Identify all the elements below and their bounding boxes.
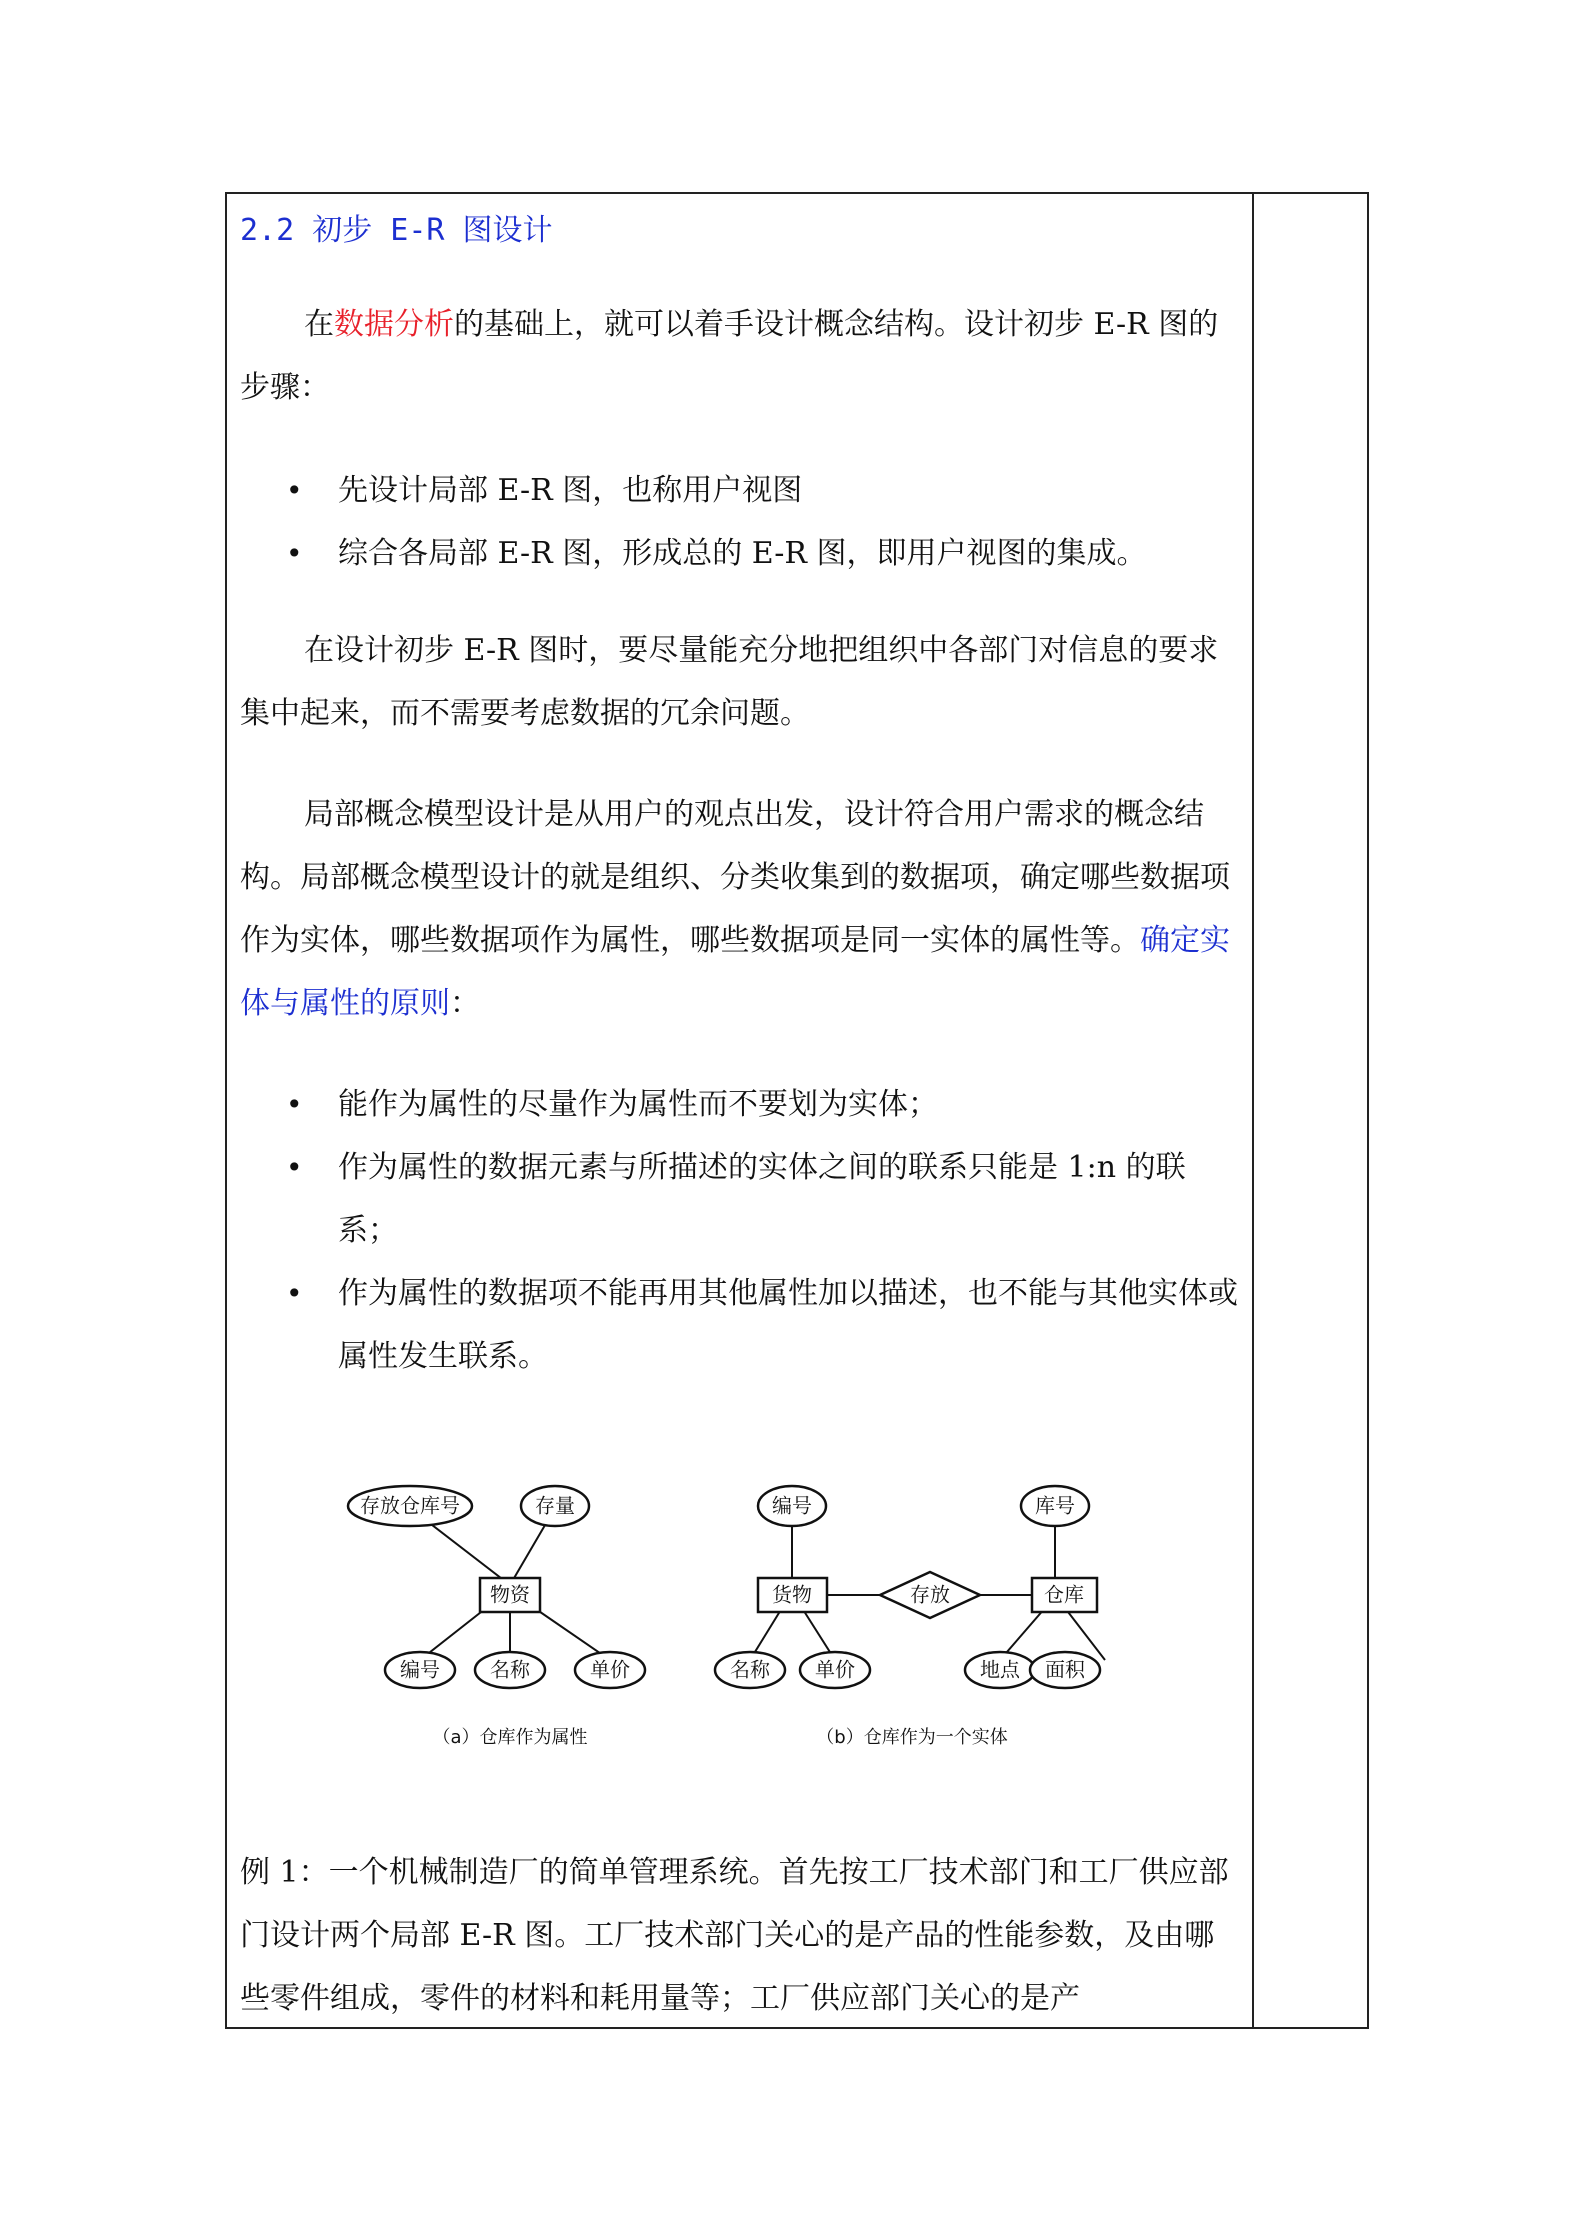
list-item: • 作为属性的数据项不能再用其他属性加以描述，也不能与其他实体或属性发生联系。: [240, 1262, 1238, 1388]
local-model-paragraph: [240, 783, 1238, 1035]
attr-label: 单价: [815, 1657, 855, 1682]
relationship-label: 存放: [910, 1582, 950, 1607]
list-item: • 能作为属性的尽量作为属性而不要划为实体；: [240, 1073, 1238, 1136]
principles-list: [240, 1073, 1238, 1388]
entity-label: 物资: [490, 1582, 530, 1607]
attr-label: 面积: [1045, 1657, 1085, 1682]
entity-label: 仓库: [1044, 1582, 1084, 1607]
entity-label: 货物: [772, 1582, 812, 1607]
attr-label: 单价: [590, 1657, 630, 1682]
local-model-text: 局部概念模型设计是从用户的观点出发，设计符合用户需求的概念结构。局部概念模型设计的就是组织、分类收集到的数据项，确定哪些数据项作为实体，哪些数据项作为属性，哪些数据项是同一实体的属性等。: [240, 797, 1230, 958]
intro-paragraph: [240, 293, 1238, 419]
principles-link[interactable]: 确定实体与属性的原则: [240, 923, 1230, 1021]
table-column-divider: [1252, 192, 1254, 2029]
section-heading: 2.2 初步 E-R 图设计: [240, 213, 553, 248]
list-item: • 作为属性的数据元素与所描述的实体之间的联系只能是 1:n 的联系；: [240, 1136, 1238, 1262]
data-analysis-link[interactable]: 数据分析: [334, 307, 454, 342]
attr-label: 存放仓库号: [360, 1493, 460, 1518]
figure-caption-a: （a）仓库作为属性: [432, 1727, 588, 1748]
attr-label: 地点: [980, 1657, 1020, 1682]
intro-prefix: 在: [304, 307, 334, 342]
list-item: • 综合各局部 E-R 图，形成总的 E-R 图，即用户视图的集成。: [240, 522, 1238, 585]
figure-caption-b: （b）仓库作为一个实体: [816, 1727, 1008, 1748]
example-paragraph: 例 1：一个机械制造厂的简单管理系统。首先按工厂技术部门和工厂供应部门设计两个局部 E-R 图。工厂技术部门关心的是产品的性能参数，及由哪些零件组成，零件的材料和耗用量等；工厂供应部门关心的是产: [240, 1855, 1229, 2016]
attr-label: 名称: [490, 1657, 530, 1682]
attr-label: 编号: [772, 1493, 812, 1518]
intro-suffix: 的基础上，就可以着手设计概念结构。设计初步 E-R 图的步骤：: [240, 307, 1219, 405]
attr-label: 库号: [1035, 1493, 1075, 1518]
er-diagram-figure: [340, 1460, 1120, 1760]
list-item: • 先设计局部 E-R 图，也称用户视图: [240, 459, 1238, 522]
steps-list: [240, 459, 1238, 585]
attr-label: 编号: [400, 1657, 440, 1682]
attr-label: 存量: [535, 1493, 575, 1518]
local-model-suffix: ：: [450, 986, 480, 1021]
design-paragraph: 在设计初步 E-R 图时，要尽量能充分地把组织中各部门对信息的要求集中起来，而不需要考虑数据的冗余问题。: [240, 633, 1219, 731]
attr-label: 名称: [730, 1657, 770, 1682]
